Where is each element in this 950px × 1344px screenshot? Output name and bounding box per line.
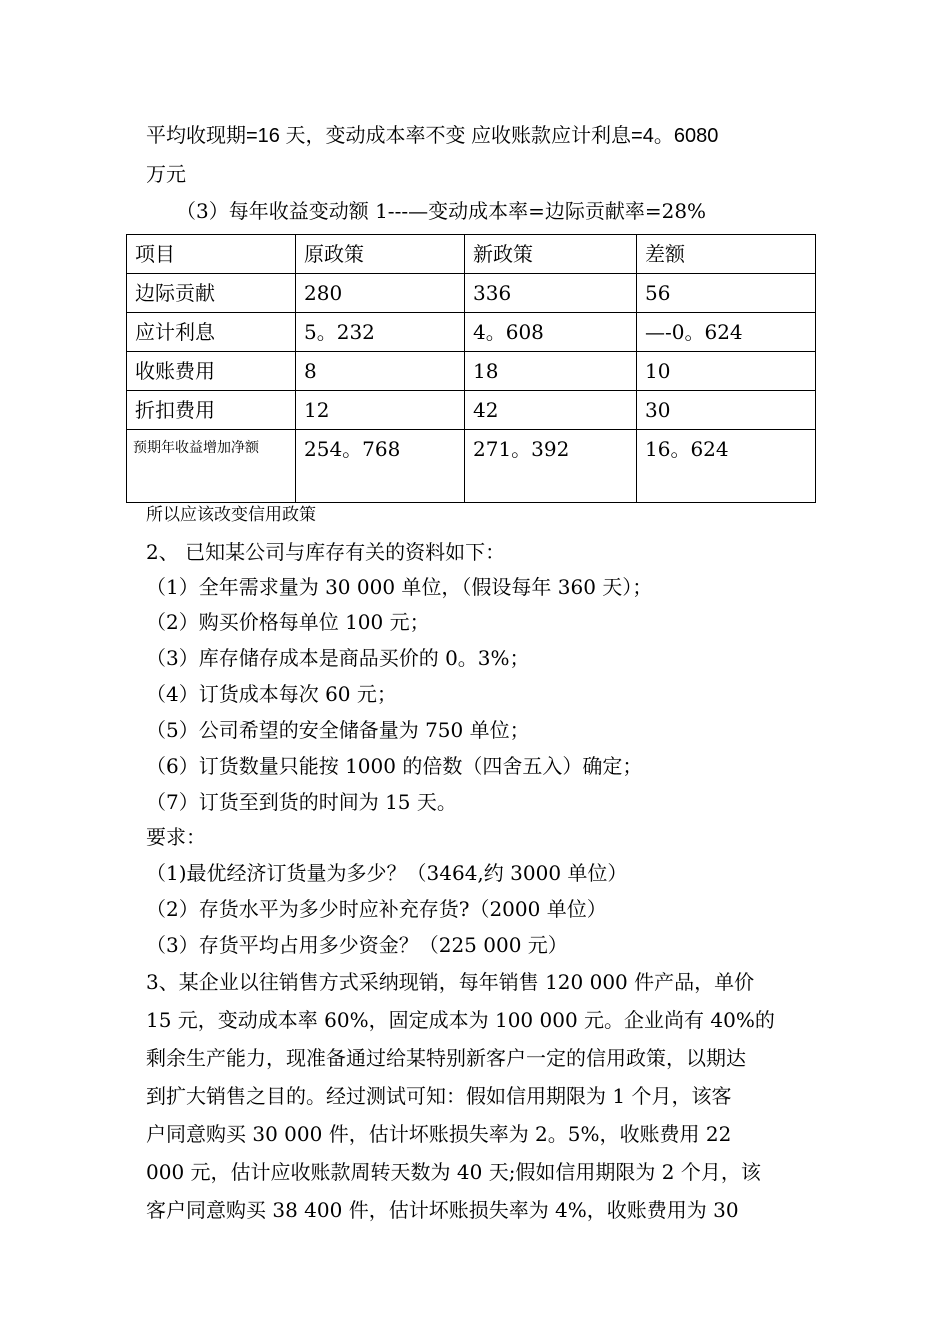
table-cell: 预期年收益增加净额 <box>127 430 296 503</box>
table-cell: 8 <box>296 352 465 391</box>
table-cell: 254。768 <box>296 430 465 503</box>
table-row <box>127 430 816 503</box>
table-cell: 收账费用 <box>127 352 296 391</box>
header-item: 项目 <box>127 235 296 274</box>
table-row <box>127 352 816 391</box>
question-3-line: 000 元，估计应收账款周转天数为 40 天;假如信用期限为 2 个月，该 <box>146 1160 761 1184</box>
question-3-line: 客户同意购买 38 400 件，估计坏账损失率为 4%，收账费用为 30 <box>146 1198 739 1222</box>
table-cell: 30 <box>637 391 816 430</box>
header-old-policy: 原政策 <box>296 235 465 274</box>
header-new-policy: 新政策 <box>465 235 637 274</box>
policy-comparison-table <box>126 234 816 503</box>
table-cell: 应计利息 <box>127 313 296 352</box>
table-header-row <box>127 235 816 274</box>
requirement-label: 要求： <box>146 825 206 849</box>
table-row <box>127 313 816 352</box>
question-2-item: （5）公司希望的安全储备量为 750 单位； <box>146 718 530 742</box>
table-cell: 12 <box>296 391 465 430</box>
table-cell: —-0。624 <box>637 313 816 352</box>
table-cell: 16。624 <box>637 430 816 503</box>
question-2-item: （1）全年需求量为 30 000 单位，（假设每年 360 天）； <box>146 575 653 599</box>
requirement-item: （1)最优经济订货量为多少？（3464,约 3000 单位） <box>146 861 628 885</box>
table-cell: 271。392 <box>465 430 637 503</box>
table-cell: 18 <box>465 352 637 391</box>
question-2-item: （3）库存储存成本是商品买价的 0。3%； <box>146 646 530 670</box>
table-cell: 边际贡献 <box>127 274 296 313</box>
question-3-line: 15 元，变动成本率 60%，固定成本为 100 000 元。企业尚有 40%的 <box>146 1008 775 1032</box>
table-cell: 280 <box>296 274 465 313</box>
question-3-line: 3、某企业以往销售方式采纳现销，每年销售 120 000 件产品，单价 <box>146 970 755 994</box>
requirement-item: （2）存货水平为多少时应补充存货?（2000 单位） <box>146 897 607 921</box>
question-3-line: 户同意购买 30 000 件，估计坏账损失率为 2。5%，收账费用 22 <box>146 1122 732 1146</box>
table-cell: 折扣费用 <box>127 391 296 430</box>
table-cell: 5。232 <box>296 313 465 352</box>
question-2-title: 2、 已知某公司与库存有关的资料如下： <box>146 540 506 564</box>
question-2-item: （7）订货至到货的时间为 15 天。 <box>146 790 457 814</box>
question-2-item: （6）订货数量只能按 1000 的倍数（四舍五入）确定； <box>146 754 643 778</box>
question-2-item: （2）购买价格每单位 100 元； <box>146 610 430 634</box>
question-3-line: 剩余生产能力，现准备通过给某特别新客户一定的信用政策，以期达 <box>146 1046 746 1070</box>
conclusion-text: 所以应该改变信用政策 <box>146 505 316 525</box>
question-3-line: 到扩大销售之目的。经过测试可知：假如信用期限为 1 个月，该客 <box>146 1084 732 1108</box>
table-cell: 42 <box>465 391 637 430</box>
question-2-item: （4）订货成本每次 60 元； <box>146 682 397 706</box>
table-cell: 10 <box>637 352 816 391</box>
requirement-item: （3）存货平均占用多少资金？（225 000 元） <box>146 933 568 957</box>
header-difference: 差额 <box>637 235 816 274</box>
table-cell: 4。608 <box>465 313 637 352</box>
table-cell: 336 <box>465 274 637 313</box>
table-row <box>127 391 816 430</box>
intro-line-2: 万元 <box>146 162 186 186</box>
intro-line-1: 平均收现期=16 天，变动成本率不变 应收账款应计利息=4。6080 <box>146 125 719 147</box>
table-cell: 56 <box>637 274 816 313</box>
table-row <box>127 274 816 313</box>
step-3-line: （3）每年收益变动额 1---—变动成本率=边际贡献率=28% <box>176 199 707 223</box>
